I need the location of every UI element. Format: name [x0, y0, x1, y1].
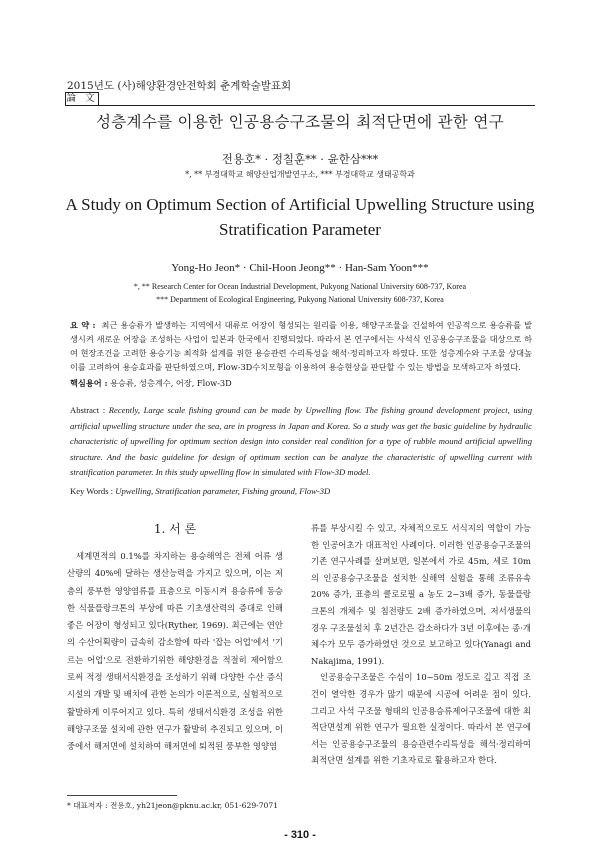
english-authors: Yong-Ho Jeon* · Chil-Hoon Jeong** · Han-Sam Yoon***	[171, 262, 429, 274]
english-keywords-text: Upwelling, Stratification parameter, Fishing ground, Flow-3D	[115, 486, 331, 496]
english-title-line2: Stratification Parameter	[219, 220, 381, 239]
english-abstract-text: Recently, Large scale fishing ground can be made by Upwelling flow. The fishing ground development project, using artificial upwelling structure under the sea, are in progress in Japan and Korea. So a study was get the basic guideline by hydraulic characteristic of upwelling for optimum section design into consider real condition for a type of rubble mound artificial upwelling structure. And the basic guideline for design of optimum section can be analyze the characteristic of upwelling current with stratification parameter. In this study upwelling flow in simulated with Flow-3D model.	[70, 405, 532, 477]
english-abstract-label: Abstract :	[70, 405, 106, 415]
header-rule	[65, 105, 535, 106]
section-heading: 1. 서 론	[153, 522, 197, 536]
corresponding-author-footnote: * 대표저자 : 전용호, yh21jeon@pknu.ac.kr, 051-629-7071	[67, 801, 279, 810]
korean-abstract-text: 최근 용승류가 발생하는 지역에서 대류로 어장이 형성되는 원리를 이용, 해양구조물을 건설하여 인공적으로 용승류를 발생시켜 새로운 어장을 조성하는 사업이 일본과 한국에서 진행되었다. 따라서 본 연구에서는 사석식 인공용승구조물을 대상으로 하여 현장조건을 고려한 용승기능 최적화 설계를 위한 용승관련 수리특성을 해석·정리하고자 하였다. 또한 성층계수와 구조물 상대높이를 고려하여 용승효과를 판단하였으며, Flow-3D수치모형을 이용하여 용승현상을 판단할 수 있는 방법을 모색하고자 하였다.	[70, 320, 533, 372]
article-type-label: 論 文	[66, 93, 98, 104]
english-affiliation-1: *, ** Research Center for Ocean Industrial Development, Pukyong National University 608-737, Korea	[133, 282, 467, 291]
korean-affiliation: *, ** 부경대학교 해양산업개발연구소, *** 부경대학교 생태공학과	[185, 170, 415, 179]
body-left-column: 세계면적의 0.1%를 차지하는 용승해역은 전체 어류 생산량의 40%에 달하는 생산능력을 가지고 있으며, 이는 저층의 풍부한 영양염류를 표층으로 이동시켜 용승류에 동승한 식물플랑크톤의 부상에 따른 기초생산력의 증대로 인해 좋은 어장이 형성되고 있다(Ryther, 1969). 최근에는 연안의 수산어획량이 급속히 감소함에 따라 '잡는 어업'에서 '기르는 어업'으로 전환하기위한 해양환경을 적절히 제어함으로써 적정 생태서식환경을 조성하기 위해 다양한 수산 증식시설의 개발 및 배치에 관한 논의가 이론적으로, 실험적으로 활발하게 이루어지고 있다. 특히 생태서식환경 조성을 위한 해양구조물 설치에 관한 연구가 활발히 추진되고 있으며, 이 중에서 해저면에 설치하여 해저면에 퇴적된 풍부한 영양염	[67, 551, 283, 752]
korean-title: 성층계수를 이용한 인공용승구조물의 최적단면에 관한 연구	[96, 113, 504, 131]
body-right-column	[311, 520, 531, 769]
korean-abstract-label: 요 약 :	[70, 320, 96, 330]
footnote-rule	[67, 795, 177, 796]
korean-keywords	[70, 378, 532, 389]
korean-keywords-label: 핵심용어 :	[70, 378, 108, 388]
english-keywords-label: Key Words :	[70, 486, 114, 496]
english-affiliation-2: *** Department of Ecological Engineering, Pukyong National University 608-737, Korea	[156, 295, 444, 304]
page-number: - 310 -	[284, 829, 316, 841]
english-keywords	[70, 486, 532, 496]
right-paragraph-1: 류를 부상시킬 수 있고, 자체적으로도 서식지의 역할이 가능한 인공어초가 대표적인 사례이다. 이러한 인공용승구조물의 기존 연구사례를 살펴보면, 일본에서 가로 45m, 세로 10m의 인공용승구조물을 설치한 실해역 실험을 통해 조류유속 20% 증가, 표층의 클로로필 a 농도 2~3배 증가, 동물플랑크톤의 개체수 및 침전량도 2배 증가하였으며, 저서생물의 경우 구조물설치 후 2년간은 감소하다가 3년 이후에는 종·개체수가 모두 증가하였던 것으로 보고하고 있다(Yanagi and Nakajima, 1991).	[311, 523, 531, 666]
conference-header: 2015년도 (사)해양환경안전학회 춘계학술발표회	[67, 80, 292, 92]
korean-keywords-text: 용승류, 성층계수, 어장, Flow-3D	[110, 378, 232, 388]
right-paragraph-2: 인공용승구조물은 수심이 10~50m 정도로 깊고 직접 조건이 열악한 경우가 많기 때문에 시공에 어려운 점이 있다. 그리고 사석 구조물 형태의 인공용승류제어구조물에 대한 최적단면설계 위한 연구가 필요한 실정이다. 따라서 본 연구에서는 인공용승구조물의 용승관련수리특성을 해석·정리하여 최적단면 설계를 위한 기초자료로 활용하고자 한다.	[311, 672, 531, 766]
english-abstract	[70, 403, 532, 481]
korean-authors: 전용호* · 정칠훈** · 윤한삼***	[221, 152, 379, 166]
korean-abstract	[70, 318, 532, 374]
english-title-line1: A Study on Optimum Section of Artificial Upwelling Structure using	[65, 195, 535, 214]
